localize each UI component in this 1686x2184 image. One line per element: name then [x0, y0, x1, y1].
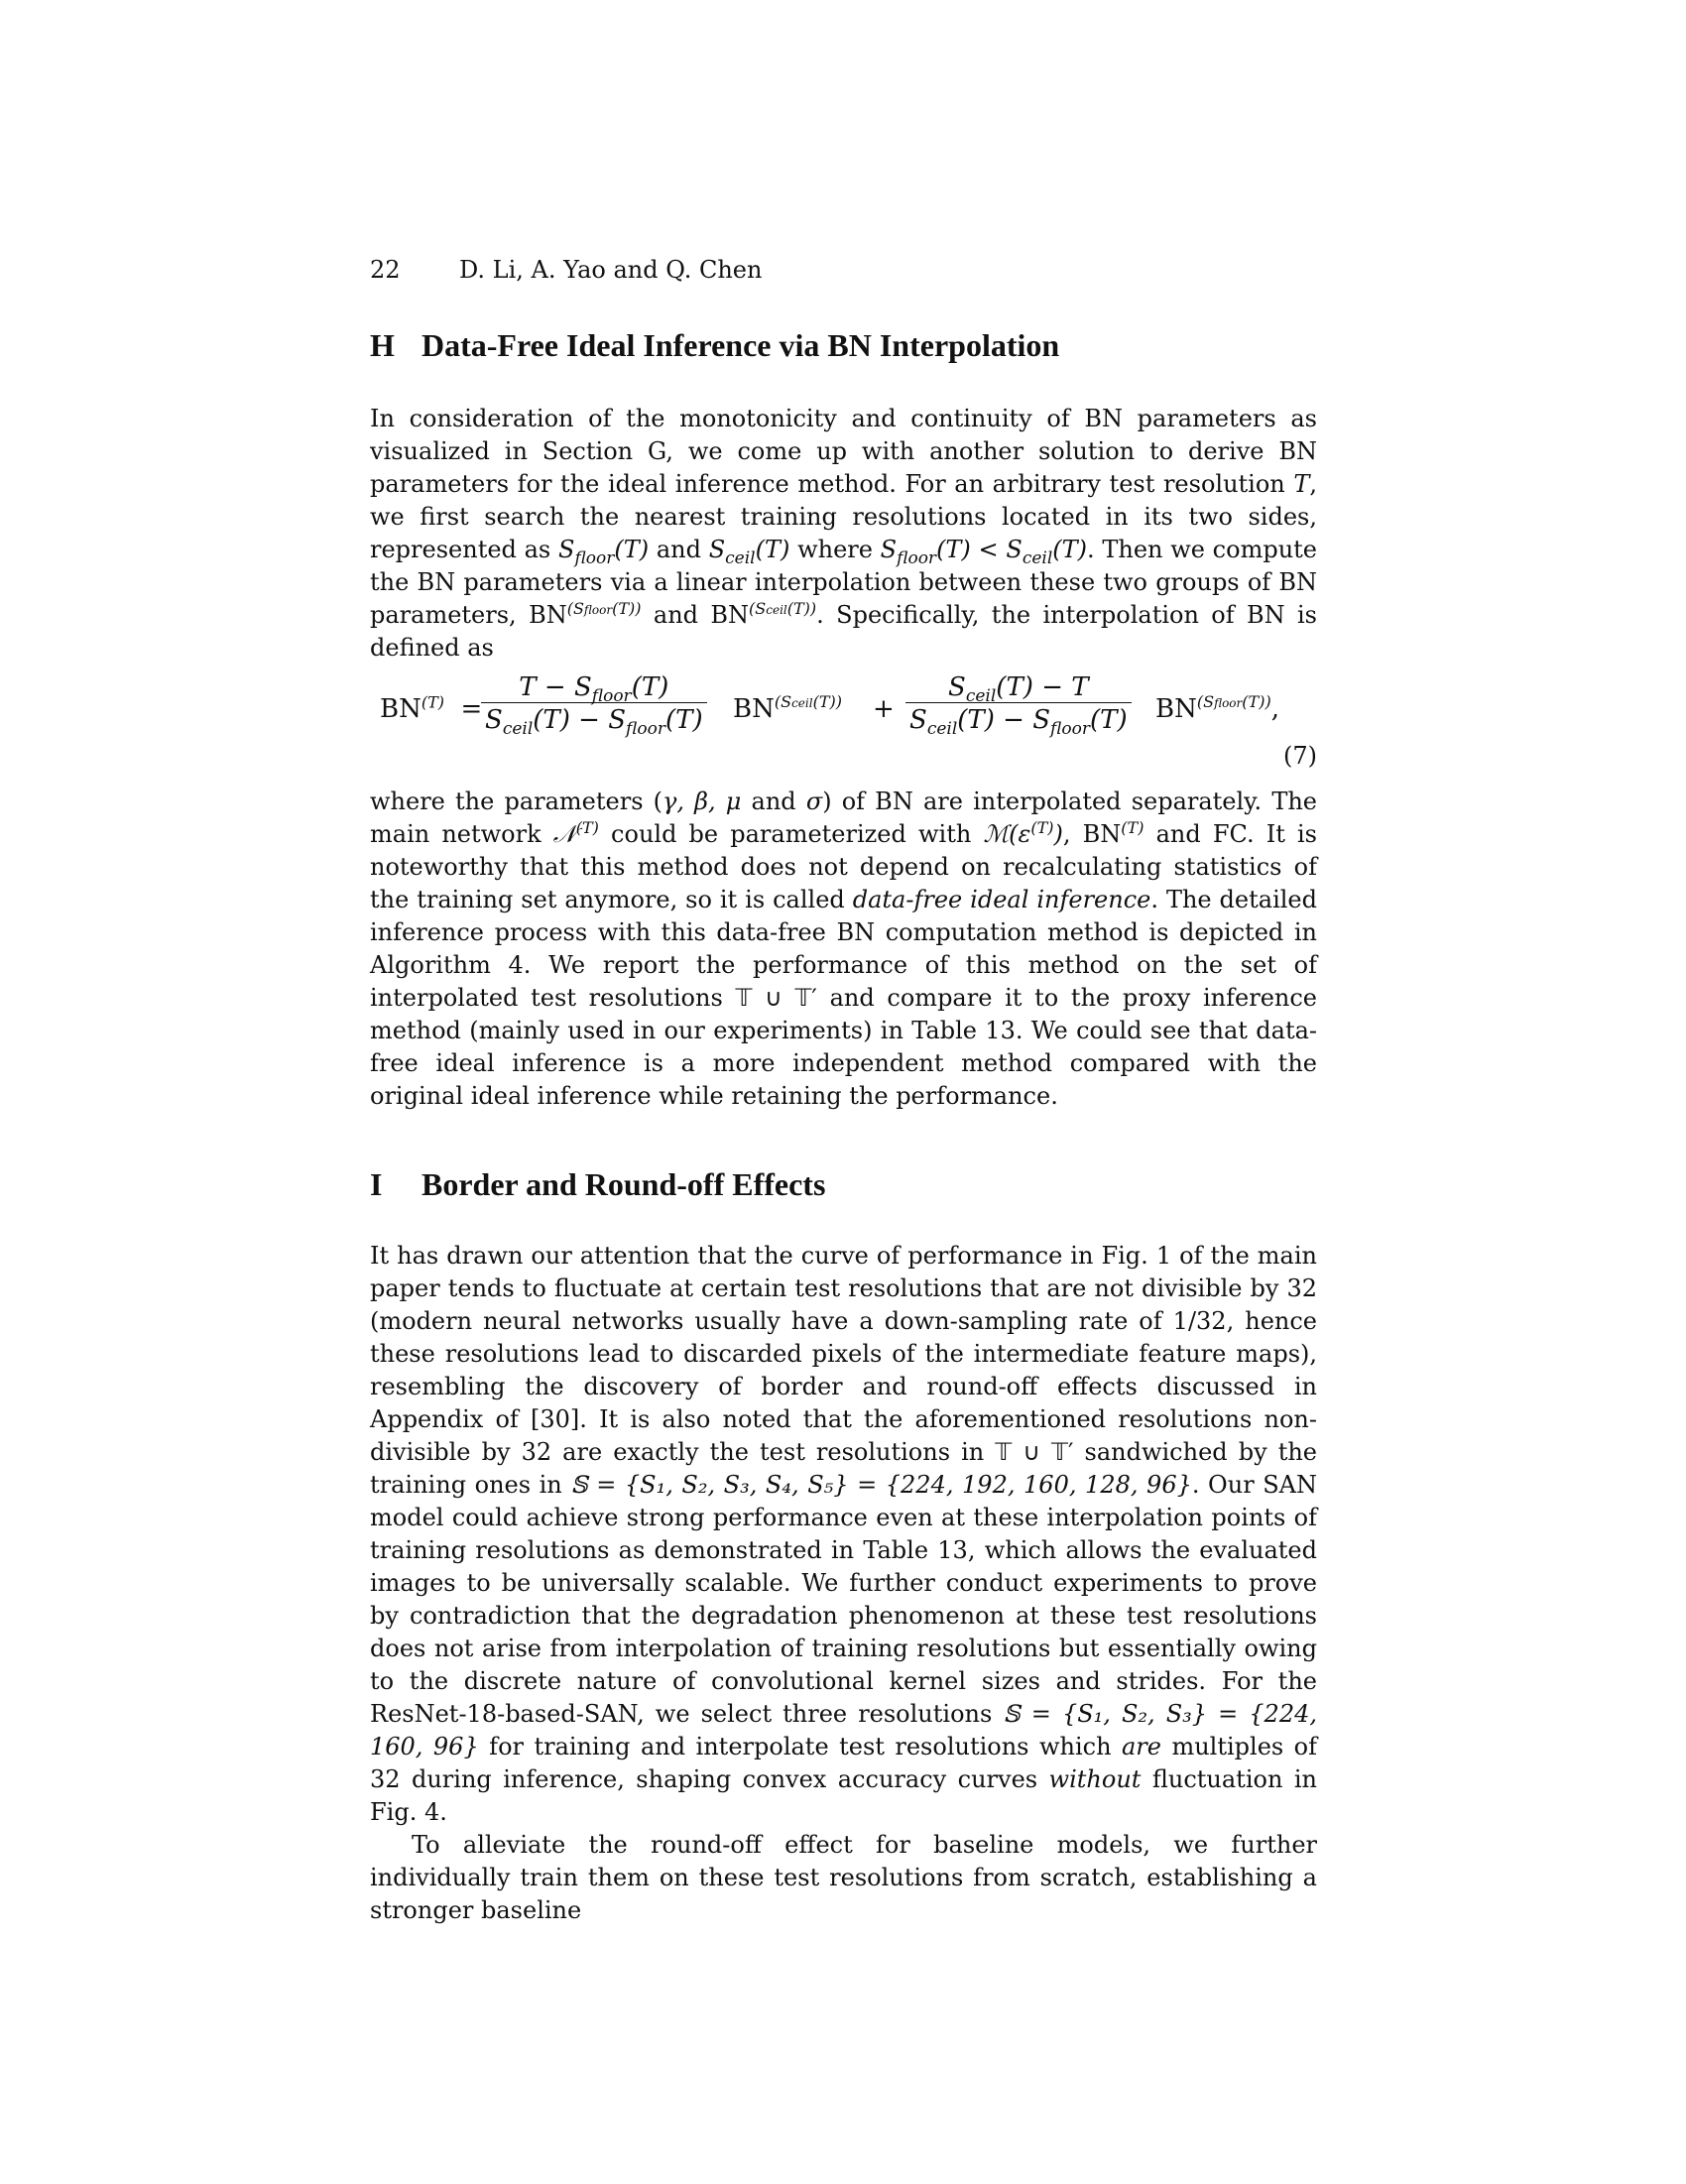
text-run: , — [1062, 820, 1083, 848]
equation-lhs: $BN^{(T)}$ = — [380, 692, 483, 724]
math-test-set: 𝕋 ∪ 𝕋′ — [735, 984, 817, 1012]
math-T: T — [1293, 470, 1310, 498]
math-bn-floor: $BN^{(Sfloor(T))}$ — [529, 599, 642, 629]
text-run: and compare it to the proxy inference method (mainly used in our experiments) in Table 13. We could see that data-free ideal inference is a more independent method compared with the original ideal inference while retaining the performance. — [370, 984, 1317, 1110]
text-run: multiples of 32 during inference, shaping convex accuracy curves — [370, 1733, 1318, 1793]
text-run: where — [789, 536, 881, 563]
text-run: where the parameters ( — [370, 788, 663, 815]
text-run: for training and interpolate test resolutions which — [478, 1733, 1122, 1760]
text-run: . Our SAN model could achieve strong performance even at these interpolation points of training resolutions as demonstrated in Table 13, which allows the evaluated images to be universally scalable. We further conduct experiments to prove by contradiction that the degradation phenomenon at these test resolutions does not arise from interpolation of training resolutions but essentially owing to the discrete nature of convolutional kernel sizes and strides. For the ResNet-18-based-SAN, we select three resolutions — [370, 1471, 1317, 1728]
section-heading-i — [370, 1158, 1317, 1210]
text-run: It has drawn our attention that the curve of performance in Fig. 1 of the main paper tends to fluctuate at certain test resolutions that are not divisible by 32 (modern neural networks usually have a down-sampling rate of 1/32, hence these resolutions lead to discarded pixels of the intermediate feature maps), resembling the discovery of border and round-off effects discussed in Appendix of [30]. It is also noted that the aforementioned resolutions non-divisible by 32 are exactly the test resolutions in — [370, 1242, 1317, 1466]
text-run: and — [741, 788, 806, 815]
text-run: To alleviate the round-off effect for baseline models, we further individually train them on these test resolutions from scratch, establishing a stronger baseline — [370, 1831, 1317, 1924]
math-network-N: 𝒩$^{(T)}$ — [552, 818, 599, 848]
math-sigma: σ — [805, 788, 823, 815]
math-s-ceil: $S_{ceil}(T)$ — [708, 536, 790, 568]
text-run: , we first search the nearest training resolutions located in its two sides, represented as — [370, 470, 1317, 563]
math-training-set-five: 𝕊 = {S₁, S₂, S₃, S₄, S₅} = {224, 192, 160, 128, 96} — [570, 1471, 1192, 1499]
emphasis: without — [1048, 1765, 1142, 1793]
math-bn-ceil: $BN^{(Sceil(T))}$ — [710, 599, 817, 629]
text-run: . The detailed inference process with this data-free BN computation method is depicted in Algorithm 4. We report the performance of this method on the set of interpolated test resolutions — [370, 886, 1317, 1012]
math-inequality: $S_{floor}(T) < S_{ceil}(T)$ — [880, 536, 1088, 568]
math-test-set: 𝕋 ∪ 𝕋′ — [995, 1438, 1074, 1466]
fraction-left: $T - S_{floor}(T)$ $S_{ceil}(T) - S_{floor}(T)$ — [481, 672, 707, 735]
paragraph-bn-interpolation — [370, 403, 1317, 665]
math-M-epsilon: $ℳ(\varepsilon^{(T)})$ — [983, 818, 1063, 848]
math-training-set-three: 𝕊 = {S₁, S₂, S₃} = {224, 160, 96} — [370, 1700, 1317, 1760]
math-bn-T: $BN^{(T)}$ — [1082, 818, 1144, 848]
text-run: could be parameterized with — [598, 820, 984, 848]
running-authors: D. Li, A. Yao and Q. Chen — [459, 256, 763, 284]
equation-number: (7) — [1283, 742, 1317, 770]
bn-ceil-term: $BN^{(Sceil(T))}$ — [733, 692, 842, 724]
text-run: ) of BN are interpolated separately. The main network — [370, 788, 1317, 848]
section-title: Border and Round-off Effects — [422, 1166, 826, 1202]
section-heading-h — [370, 319, 1317, 371]
bn-floor-term: $BN^{(Sfloor(T))}$, — [1155, 692, 1279, 724]
equation-7 — [370, 672, 1317, 782]
page-number: 22 — [370, 256, 401, 284]
text-run: . Then we compute the BN parameters via a linear interpolation between these two groups of BN parameters, — [370, 536, 1317, 629]
emphasis: are — [1122, 1733, 1161, 1760]
text-run: . Specifically, the interpolation of BN is defined as — [370, 601, 1317, 662]
paragraph-data-free — [370, 786, 1317, 1113]
math-s-floor: $S_{floor}(T)$ — [557, 536, 650, 568]
emphasis: data-free ideal inference — [852, 886, 1151, 913]
equation-plus: + — [873, 694, 895, 724]
text-run: sandwiched by the training ones in — [370, 1438, 1317, 1499]
paragraph-round-off — [370, 1240, 1317, 1829]
running-header — [370, 248, 1317, 292]
section-number: H — [370, 327, 395, 363]
paper-page — [370, 248, 1317, 1927]
text-run: and FC. It is noteworthy that this method does not depend on recalculating statistics of the training set anymore, so it is called — [370, 820, 1317, 913]
paragraph-baseline — [370, 1829, 1317, 1927]
fraction-right: $S_{ceil}(T) - T$ $S_{ceil}(T) - S_{floor}(T)$ — [905, 672, 1132, 735]
section-title: Data-Free Ideal Inference via BN Interpolation — [422, 327, 1060, 363]
text-run: fluctuation in Fig. 4. — [370, 1765, 1317, 1826]
math-params: γ, β, μ — [662, 788, 742, 815]
text-run: In consideration of the monotonicity and continuity of BN parameters as visualized in Section G, we come up with another solution to derive BN parameters for the ideal inference method. For an arbitrary test resolution — [370, 405, 1317, 498]
text-run: and — [649, 536, 709, 563]
section-number: I — [370, 1166, 383, 1202]
text-run: and — [641, 601, 711, 629]
